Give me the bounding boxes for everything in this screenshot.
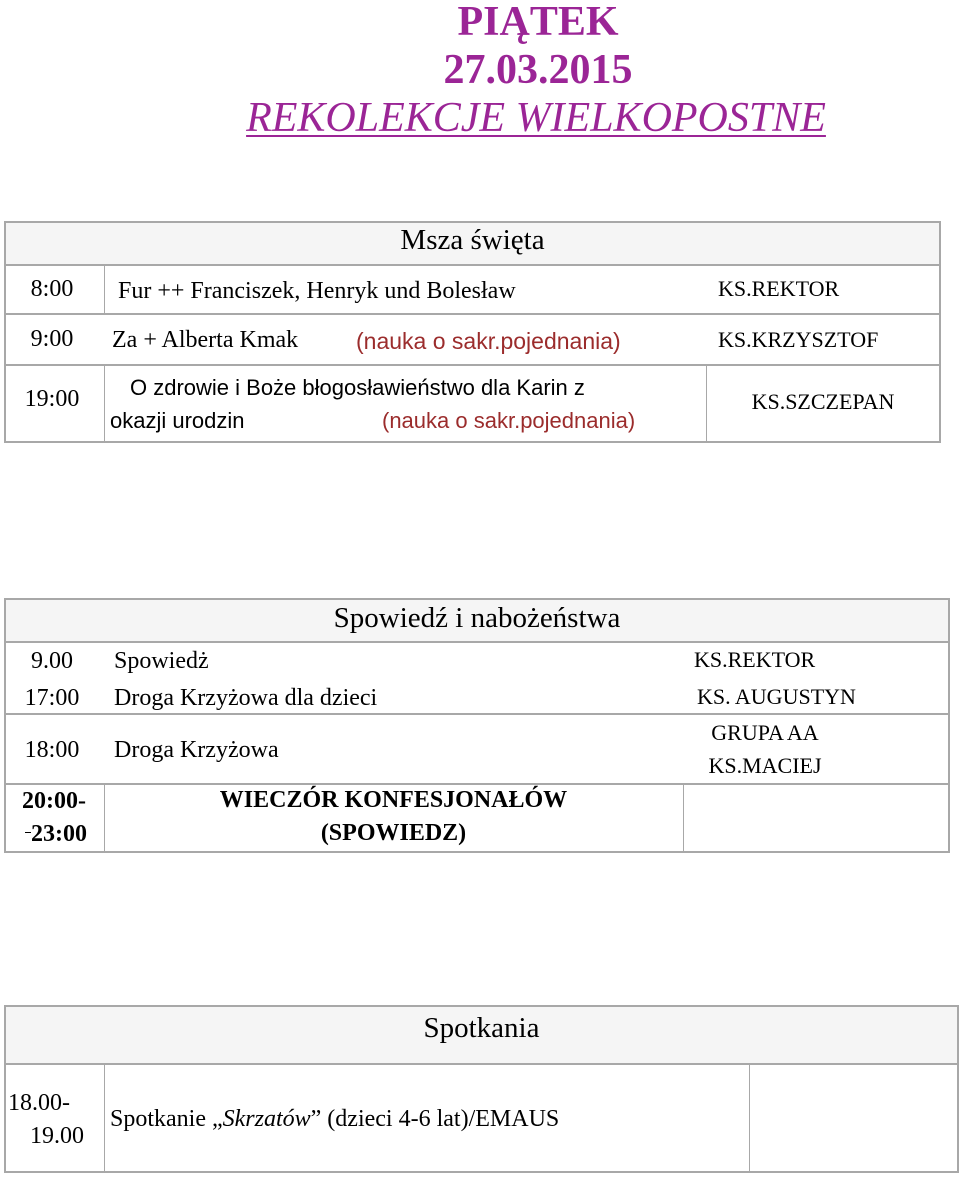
mass-row-2-time: 9:00 <box>30 326 74 352</box>
mass-row-1-time: 8:00 <box>30 276 74 302</box>
mass-row-3-time: 19:00 <box>24 386 80 412</box>
header-title: REKOLEKCJE WIELKOPOSTNE <box>246 95 826 141</box>
meetings-row-1-time-line1: 18.00- <box>8 1090 70 1116</box>
meetings-row-1-text: Spotkanie „Skrzatów” (dzieci 4-6 lat)/EMAUS <box>110 1106 560 1132</box>
mass-row-3-note: (nauka o sakr.pojednania) <box>382 408 636 433</box>
mass-row-1-priest: KS.REKTOR <box>718 276 840 301</box>
confession-row-3-time: 18:00 <box>24 737 80 763</box>
mass-row-2-intention: Za + Alberta Kmak <box>112 327 299 353</box>
confession-row-2-who: KS. AUGUSTYN <box>697 684 856 709</box>
confession-row-1-who: KS.REKTOR <box>694 647 816 672</box>
confession-row-3-who-line1: GRUPA AA <box>711 720 819 745</box>
confession-title: Spowiedź i nabożeństwa <box>333 602 621 634</box>
header-date: 27.03.2015 <box>443 47 633 93</box>
mass-row-1-intention: Fur ++ Franciszek, Henryk und Bolesław <box>118 278 516 304</box>
mass-title: Msza święta <box>400 224 545 256</box>
confession-row-4-time-line1: 20:00- <box>22 788 86 814</box>
meetings-title: Spotkania <box>423 1012 540 1044</box>
confession-row-4-time-line2: 23:00 <box>31 821 87 847</box>
confession-row-1-name: Spowiedż <box>114 648 209 674</box>
confession-row-4-name-line2: (SPOWIEDZ) <box>320 820 467 846</box>
mass-row-2-note: (nauka o sakr.pojednania) <box>356 328 621 354</box>
header-day: PIĄTEK <box>457 0 619 45</box>
mass-row-3-intention-line2: okazji urodzin <box>110 408 245 433</box>
confession-row-3-name: Droga Krzyżowa <box>114 737 279 763</box>
mass-row-3-intention-line1: O zdrowie i Boże błogosławieństwo dla Karin z <box>130 375 585 400</box>
confession-row-3-who-line2: KS.MACIEJ <box>708 753 822 778</box>
confession-row-1-time: 9.00 <box>31 648 73 674</box>
confession-row-2-name: Droga Krzyżowa dla dzieci <box>114 685 378 711</box>
mass-row-2-priest: KS.KRZYSZTOF <box>718 327 879 352</box>
meetings-row-1-time-line2: 19.00 <box>30 1123 84 1149</box>
confession-row-4-name-line1: WIECZÓR KONFESJONAŁÓW <box>219 787 568 813</box>
mass-row-3-priest: KS.SZCZEPAN <box>751 389 895 414</box>
confession-row-2-time: 17:00 <box>24 685 80 711</box>
